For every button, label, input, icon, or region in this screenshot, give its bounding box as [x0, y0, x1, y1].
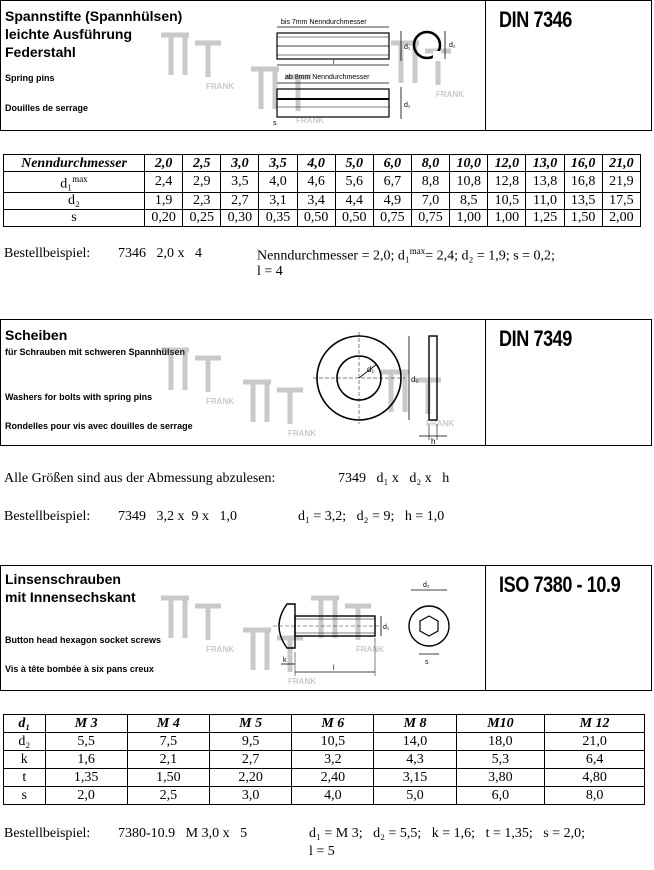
table-cell: 2,3: [183, 192, 221, 209]
table-cell: 4,80: [545, 769, 645, 787]
svg-text:h: h: [431, 437, 436, 444]
table-cell: 4,0: [292, 787, 374, 805]
row-label: d₂: [4, 733, 46, 751]
spring-pin-drawing: [263, 9, 478, 127]
table-cell: 1,00: [488, 209, 526, 226]
section2-subtitle-de: für Schrauben mit schweren Spannhülsen: [5, 347, 186, 357]
table-cell: 2,7: [210, 751, 292, 769]
svg-text:FRANK: FRANK: [436, 90, 464, 99]
svg-text:FRANK: FRANK: [296, 116, 324, 125]
table-cell: 3,2: [292, 751, 374, 769]
table-cell: 3,1: [259, 192, 297, 209]
section3-example-label: Bestellbeispiel:: [4, 826, 91, 841]
table-cell: 1,50: [564, 209, 602, 226]
section1-subtitle-en: Spring pins: [5, 73, 55, 83]
frank-watermark-icon: [151, 338, 241, 408]
table-header-cell: M 6: [292, 715, 374, 733]
table-header-cell: M 3: [45, 715, 127, 733]
section2-header-right: [485, 320, 651, 445]
section1-header-right: [485, 1, 651, 130]
table-row: [4, 172, 641, 193]
table-cell: 7,5: [127, 733, 209, 751]
svg-text:FRANK: FRANK: [206, 645, 234, 654]
svg-text:FRANK: FRANK: [206, 82, 234, 91]
table-header-cell: M10: [456, 715, 545, 733]
row-label: d₁$^{max}$: [4, 172, 145, 193]
table-cell: 4,4: [335, 192, 373, 209]
section1-example-desc: Nenndurchmesser = 2,0; d₁$^{max}$= 2,4; d₂ = 1,9; s = 0,2;: [257, 246, 555, 264]
table-cell: 1,50: [127, 769, 209, 787]
row-label: s: [4, 209, 145, 226]
section3-subtitle-fr: Vis à tête bombée à six pans creux: [5, 664, 154, 674]
table-row: [4, 769, 645, 787]
table-cell: 10,5: [292, 733, 374, 751]
table-cell: 12,8: [488, 172, 526, 193]
table-cell: 8,8: [411, 172, 449, 193]
table-header-cell: 16,0: [564, 155, 602, 172]
svg-text:FRANK: FRANK: [288, 677, 316, 686]
row-label: k: [4, 751, 46, 769]
table-cell: 2,1: [127, 751, 209, 769]
section2-subtitle-en: Washers for bolts with spring pins: [5, 392, 153, 402]
table-cell: 0,50: [297, 209, 335, 226]
section3-example-desc-line2: l = 5: [309, 844, 335, 859]
table-header-cell: 21,0: [602, 155, 640, 172]
svg-text:FRANK: FRANK: [288, 429, 316, 438]
table-cell: 0,20: [145, 209, 183, 226]
table-cell: 13,5: [564, 192, 602, 209]
section2-subtitle-fr: Rondelles pour vis avec douilles de serrage: [5, 421, 193, 431]
svg-text:k: k: [283, 657, 287, 664]
svg-text:d₁: d₁: [404, 102, 411, 109]
table-cell: 0,30: [221, 209, 259, 226]
table-cell: 2,4: [145, 172, 183, 193]
table-cell: 0,75: [411, 209, 449, 226]
section1-title-line3: Federstahl: [5, 44, 76, 60]
table-cell: 6,4: [545, 751, 645, 769]
svg-text:d₂: d₂: [449, 42, 456, 49]
table-cell: 1,9: [145, 192, 183, 209]
section1-subtitle-fr: Douilles de serrage: [5, 103, 89, 113]
section3-example-code: 7380-10.9 M 3,0 x 5: [118, 826, 248, 841]
table-row: [4, 751, 645, 769]
section2-example-code: 7349 3,2 x 9 x 1,0: [118, 509, 237, 524]
svg-text:d₂: d₂: [423, 582, 430, 589]
table-cell: 2,00: [602, 209, 640, 226]
svg-text:d₁: d₁: [404, 44, 411, 51]
button-head-screw-table: [3, 714, 645, 805]
section1-example-label: Bestellbeispiel:: [4, 246, 91, 261]
table-cell: 2,20: [210, 769, 292, 787]
table-cell: 9,5: [210, 733, 292, 751]
svg-text:d₁: d₁: [383, 624, 390, 631]
table-header-cell: d₁: [4, 715, 46, 733]
table-row: [4, 733, 645, 751]
table-header-cell: Nenndurchmesser: [4, 155, 145, 172]
row-label: d₂: [4, 192, 145, 209]
washer-drawing: [301, 326, 481, 444]
table-header-row: [4, 155, 641, 172]
table-cell: 21,9: [602, 172, 640, 193]
svg-text:FRANK: FRANK: [356, 645, 384, 654]
table-row: [4, 192, 641, 209]
table-cell: 2,5: [127, 787, 209, 805]
table-header-cell: 3,0: [221, 155, 259, 172]
table-header-cell: 3,5: [259, 155, 297, 172]
table-cell: 8,0: [545, 787, 645, 805]
spring-pin-table: [3, 154, 641, 227]
table-cell: 0,25: [183, 209, 221, 226]
table-header-cell: 8,0: [411, 155, 449, 172]
table-cell: 21,0: [545, 733, 645, 751]
table-cell: 18,0: [456, 733, 545, 751]
frank-watermark-icon: [151, 23, 241, 93]
section3-standard: ISO 7380 - 10.9: [499, 572, 621, 597]
svg-text:d₂: d₂: [411, 375, 419, 384]
frank-watermark-icon: [151, 586, 241, 656]
svg-text:ab 8mm Nenndurchmesser: ab 8mm Nenndurchmesser: [285, 74, 370, 81]
table-cell: 10,5: [488, 192, 526, 209]
svg-text:l: l: [333, 665, 335, 672]
table-cell: 11,0: [526, 192, 564, 209]
section3-title-line2: mit Innensechskant: [5, 589, 136, 605]
table-cell: 2,0: [45, 787, 127, 805]
table-cell: 5,0: [374, 787, 456, 805]
table-cell: 1,00: [450, 209, 488, 226]
table-cell: 5,6: [335, 172, 373, 193]
table-cell: 4,0: [259, 172, 297, 193]
section1-header: [0, 0, 652, 131]
table-header-cell: 12,0: [488, 155, 526, 172]
svg-text:FRANK: FRANK: [426, 419, 454, 428]
section2-note-label: Alle Größen sind aus der Abmessung abzulesen:: [4, 471, 276, 486]
svg-text:l: l: [333, 59, 335, 66]
svg-text:bis 7mm Nenndurchmesser: bis 7mm Nenndurchmesser: [281, 19, 367, 26]
table-header-cell: 2,5: [183, 155, 221, 172]
section2-example-desc: d₁ = 3,2; d₂ = 9; h = 1,0: [298, 509, 445, 524]
section3-header-right: [485, 566, 651, 690]
table-cell: 7,0: [411, 192, 449, 209]
button-head-screw-drawing: [269, 576, 481, 688]
section1-standard: DIN 7346: [499, 7, 572, 32]
table-cell: 6,0: [456, 787, 545, 805]
table-cell: 1,6: [45, 751, 127, 769]
svg-text:s: s: [425, 659, 429, 666]
table-header-cell: 4,0: [297, 155, 335, 172]
table-header-row: [4, 715, 645, 733]
section1-example-desc-line2: l = 4: [257, 264, 283, 279]
table-header-cell: M 5: [210, 715, 292, 733]
section3-title-line1: Linsenschrauben: [5, 571, 121, 587]
section1-title-line1: Spannstifte (Spannhülsen): [5, 8, 183, 24]
table-cell: 0,75: [373, 209, 411, 226]
section3-header-left: [1, 566, 486, 690]
section2-note-code: 7349 d₁ x d₂ x h: [338, 471, 450, 486]
table-header-cell: 5,0: [335, 155, 373, 172]
table-cell: 16,8: [564, 172, 602, 193]
table-row: [4, 787, 645, 805]
row-label: t: [4, 769, 46, 787]
table-cell: 6,7: [373, 172, 411, 193]
table-cell: 3,0: [210, 787, 292, 805]
section2-header-left: [1, 320, 486, 445]
table-header-cell: 2,0: [145, 155, 183, 172]
table-cell: 4,9: [373, 192, 411, 209]
table-cell: 2,40: [292, 769, 374, 787]
section3-example-desc: d₁ = M 3; d₂ = 5,5; k = 1,6; t = 1,35; s = 2,0;: [309, 826, 585, 841]
table-cell: 3,80: [456, 769, 545, 787]
row-label: s: [4, 787, 46, 805]
table-cell: 1,25: [526, 209, 564, 226]
table-header-cell: M 4: [127, 715, 209, 733]
table-cell: 0,35: [259, 209, 297, 226]
table-cell: 2,7: [221, 192, 259, 209]
table-cell: 4,6: [297, 172, 335, 193]
table-header-cell: M 8: [374, 715, 456, 733]
section3-subtitle-en: Button head hexagon socket screws: [5, 635, 162, 645]
section3-header: [0, 565, 652, 691]
table-cell: 1,35: [45, 769, 127, 787]
table-cell: 17,5: [602, 192, 640, 209]
table-cell: 3,5: [221, 172, 259, 193]
table-cell: 8,5: [450, 192, 488, 209]
table-cell: 3,15: [374, 769, 456, 787]
section1-header-left: [1, 1, 486, 130]
section2-example-label: Bestellbeispiel:: [4, 509, 91, 524]
table-row: [4, 209, 641, 226]
table-cell: 0,50: [335, 209, 373, 226]
svg-text:d₁: d₁: [367, 365, 375, 374]
section1-example-code: 7346 2,0 x 4: [118, 246, 202, 261]
table-cell: 13,8: [526, 172, 564, 193]
table-cell: 5,5: [45, 733, 127, 751]
section2-standard: DIN 7349: [499, 326, 572, 351]
table-cell: 5,3: [456, 751, 545, 769]
svg-text:FRANK: FRANK: [206, 397, 234, 406]
svg-text:s: s: [273, 120, 277, 127]
table-cell: 4,3: [374, 751, 456, 769]
section2-title: Scheiben: [5, 327, 68, 343]
table-header-cell: 10,0: [450, 155, 488, 172]
table-header-cell: 6,0: [373, 155, 411, 172]
table-cell: 3,4: [297, 192, 335, 209]
table-cell: 14,0: [374, 733, 456, 751]
table-header-cell: 13,0: [526, 155, 564, 172]
table-header-cell: M 12: [545, 715, 645, 733]
section1-title-line2: leichte Ausführung: [5, 26, 133, 42]
table-cell: 10,8: [450, 172, 488, 193]
section2-header: [0, 319, 652, 446]
table-cell: 2,9: [183, 172, 221, 193]
